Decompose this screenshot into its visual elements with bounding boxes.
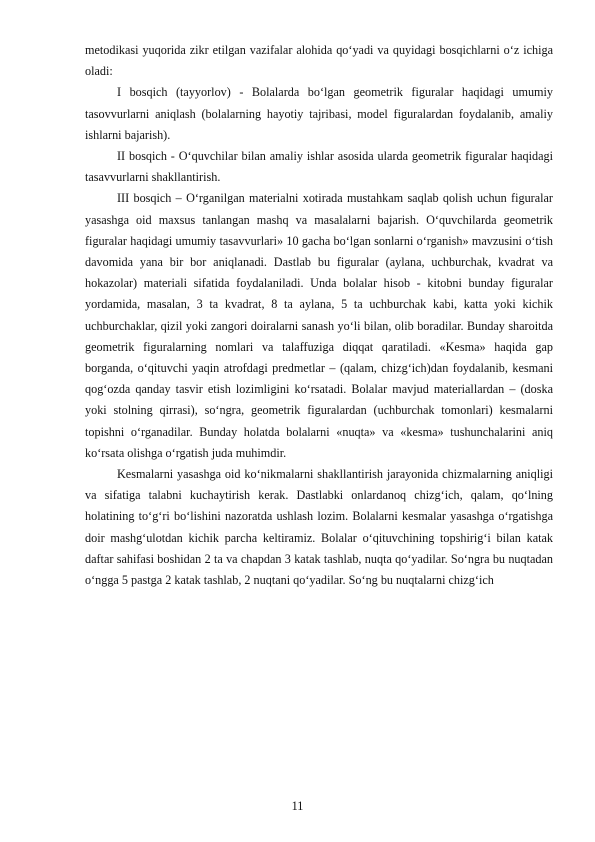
paragraph-stage-1: I bosqich (tayyorlov) - Bolalarda bo‘lgan geometrik figuralar haqidagi umumiy tasovvurlarni aniqlash (bolalarning hayotiy tajribasi, model figuralardan foydalanib, amaliy ishlarni bajarish). xyxy=(85,85,553,142)
paragraph-intro: metodikasi yuqorida zikr etilgan vazifalar alohida qo‘yadi va quyidagi bosqichlarni o‘z ichiga oladi: xyxy=(85,43,553,79)
paragraph-stage-3: III bosqich – O‘rganilgan materialni xotirada mustahkam saqlab qolish uchun figuralar yasashga oid maxsus tanlangan mashq va masalalarni bajarish. O‘quvchilarda geometrik figuralar haqidagi umumiy tasavvurlari» 10 gacha bo‘lgan sonlarni o‘rganish» mavzusini o‘tish davomida yana bir bor aniqlanadi. Dastlab bu figuralar (aylana, uchburchak, kvadrat va hokazolar) materiali sifatida foydalaniladi. Unda bolalar hisob - kitobni bunday figuralar yordamida, masalan, 3 ta kvadrat, 8 ta aylana, 5 ta uchburchak kabi, katta yoki kichik uchburchaklar, qizil yoki zangori doiralarni sanash yo‘li bilan, olib boradilar. Bunday sharoitda geometrik figuralarning nomlari va talaffuziga diqqat qaratiladi. «Kesma» haqida gap borganda, o‘qituvchi yaqin atrofdagi predmetlar – (qalam, chizg‘ich)dan foydalanib, kesmani qog‘ozda qanday tasvir etish lozimligini ko‘rsatadi. Bolalar mavjud materiallardan – (doska yoki stolning qirrasi), so‘ngra, geometrik figuralardan (uchburchak tomonlari) kesmalarni topishni o‘rganadilar. Bunday holatda bolalarni «nuqta» va «kesma» tushunchalarini aniq ko‘rsata olishga o‘rgatish juda muhimdir. xyxy=(85,191,553,460)
document-body xyxy=(85,40,553,591)
paragraph-segments: Kesmalarni yasashga oid ko‘nikmalarni shakllantirish jarayonida chizmalarning aniqligi va sifatiga talabni kuchaytirish kerak. Dastlabki onlardanoq chizg‘ich, qalam, qo‘lning holatining to‘g‘ri bo‘lishini nazoratda ushlash lozim. Bolalarni kesmalar yasashga o‘rgatishga doir mashg‘ulotdan kichik parcha keltiramiz. Bolalar o‘qituvchining topshirig‘i bilan katak daftar sahifasi boshidan 2 ta va chapdan 3 katak tashlab, nuqta qo‘yadilar. So‘ngra bu nuqtadan o‘ngga 5 pastga 2 katak tashlab, 2 nuqtani qo‘yadilar. So‘ng bu nuqtalarni chizg‘ich xyxy=(85,467,553,588)
page-number: 11 xyxy=(291,799,304,813)
paragraph-stage-2: II bosqich - O‘quvchilar bilan amaliy ishlar asosida ularda geometrik figuralar haqidagi tasavvurlarni shakllantirish. xyxy=(85,149,553,185)
